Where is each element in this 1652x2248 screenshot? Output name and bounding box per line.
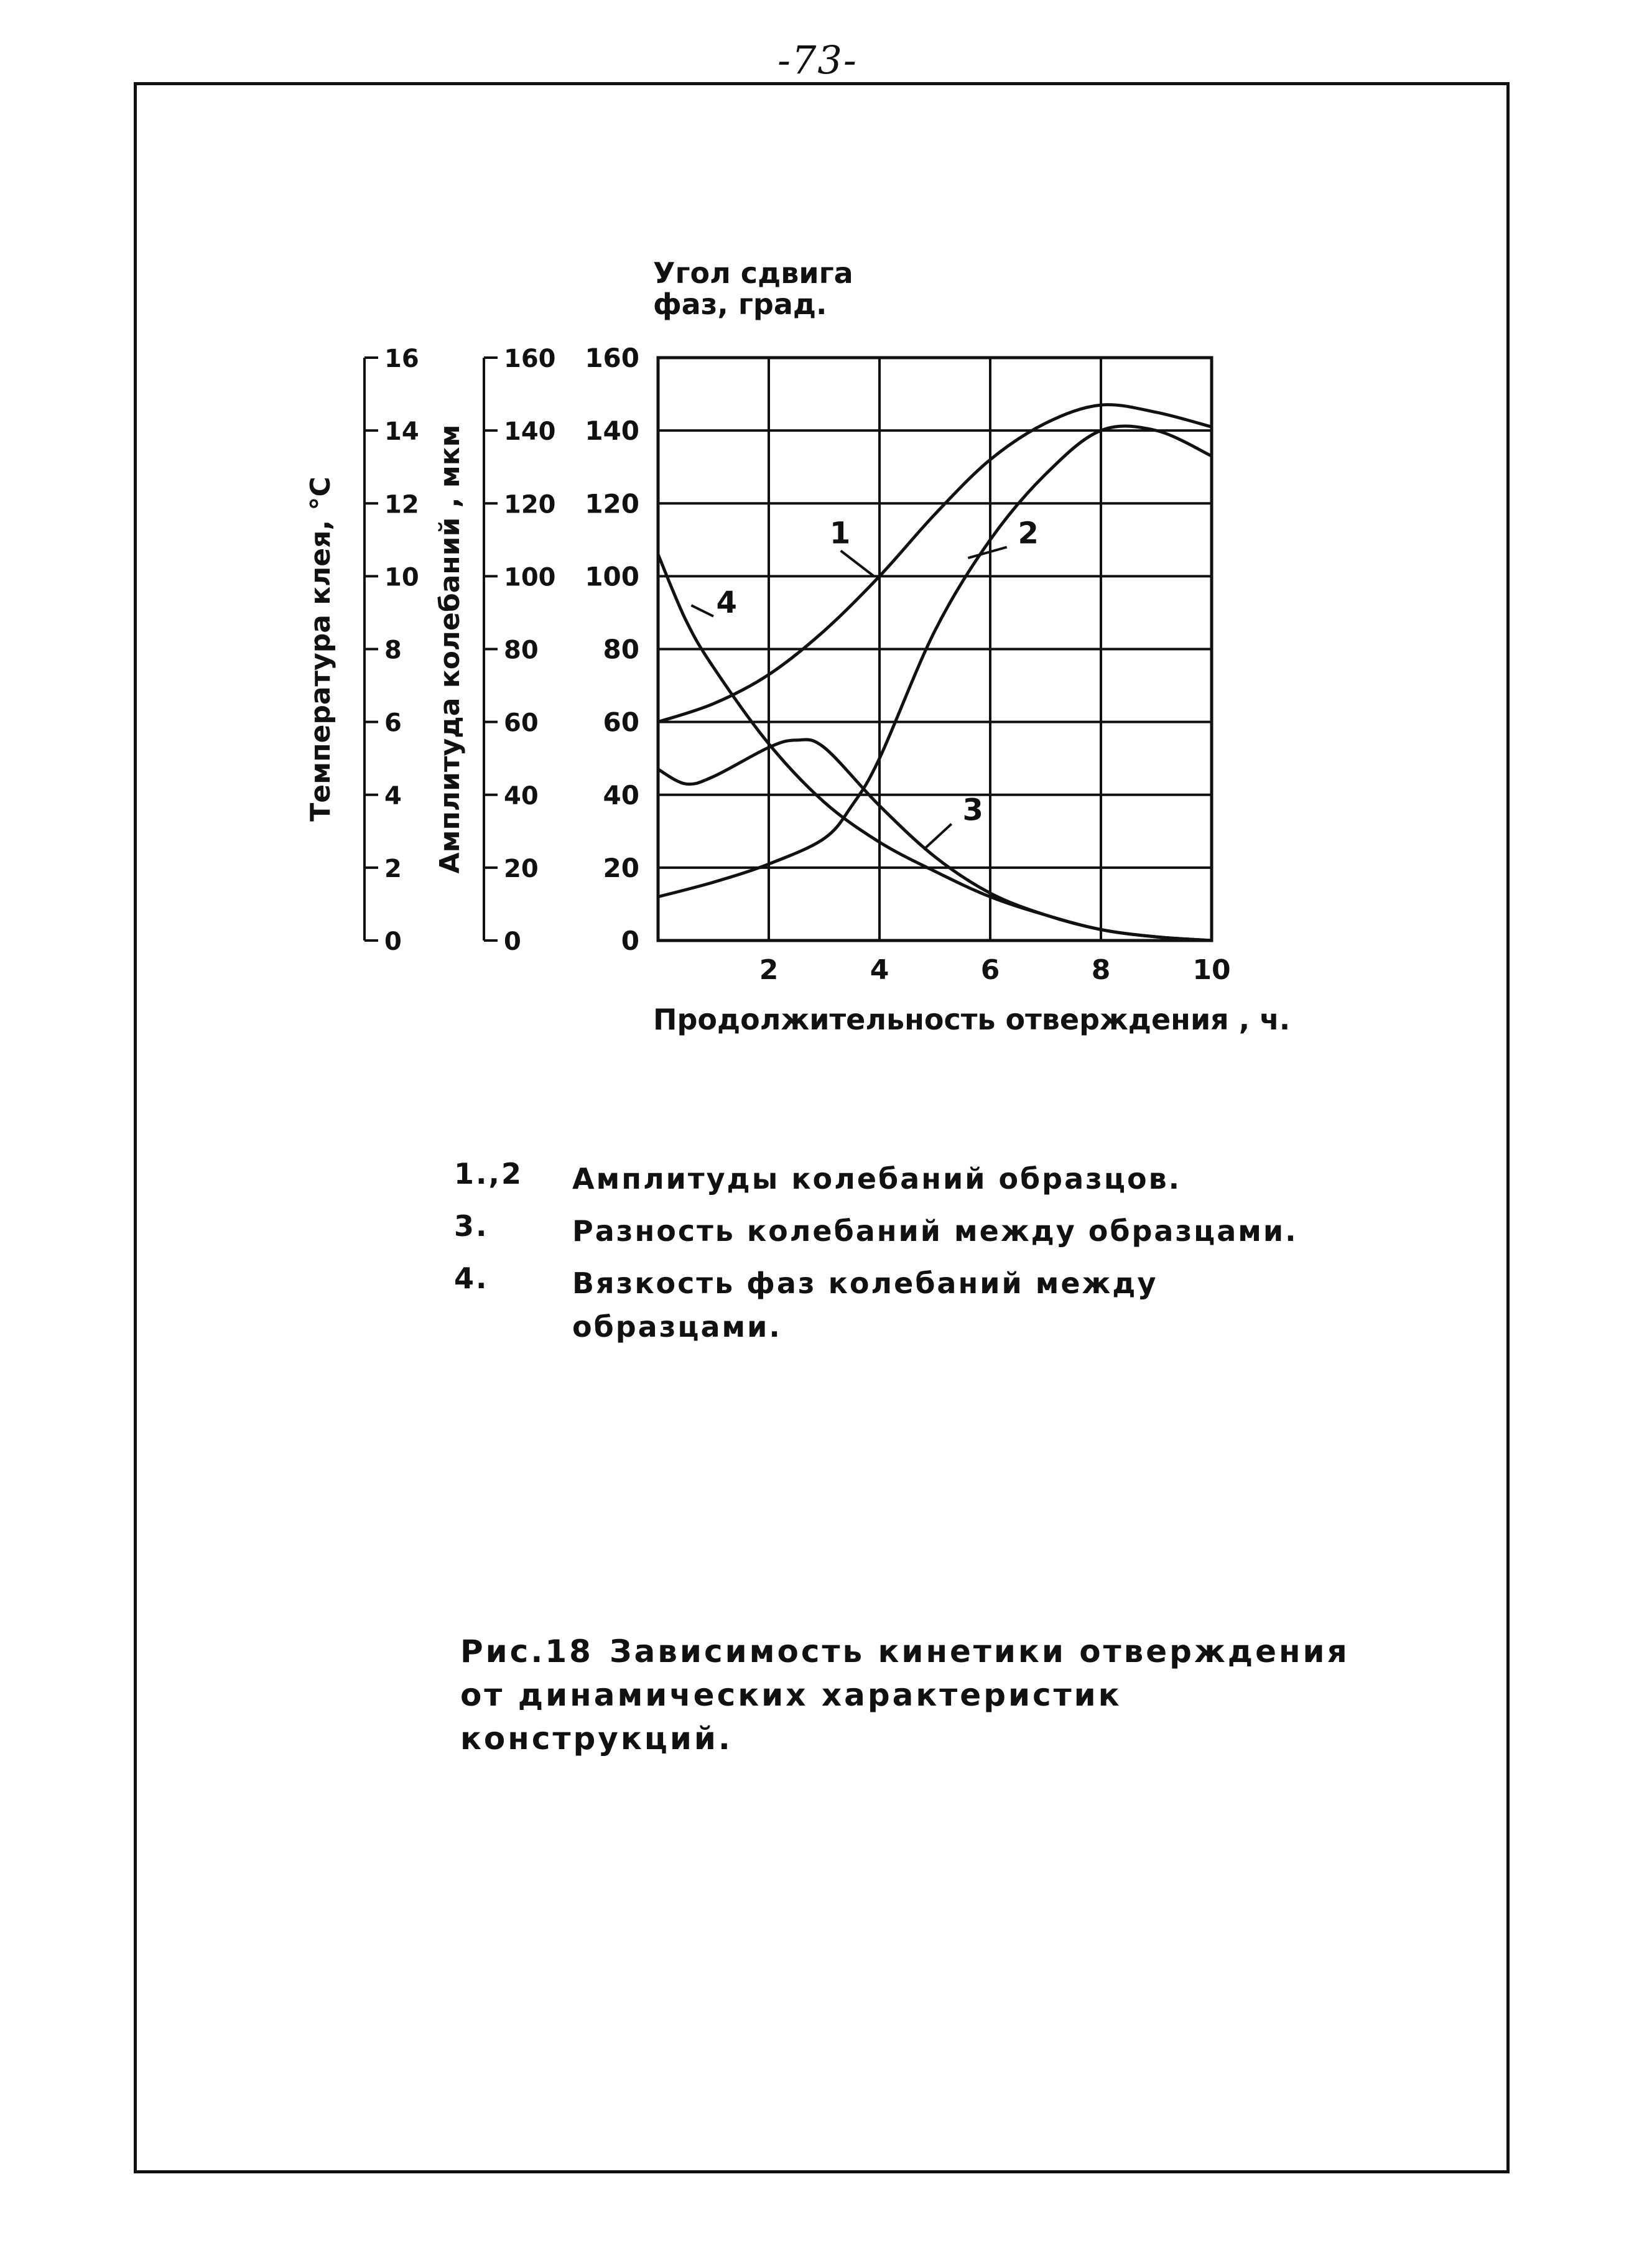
series-callout-leader [968, 547, 1006, 559]
y-tick-label: 160 [585, 343, 639, 373]
secondary-axis-tick-label: 140 [504, 417, 556, 447]
secondary-axis-tick-label: 4 [384, 781, 402, 810]
secondary-axis-tick-label: 80 [504, 636, 539, 665]
y-tick-label: 20 [603, 852, 639, 883]
secondary-axis-tick-label: 0 [504, 927, 521, 956]
y-tick-label: 120 [585, 488, 639, 519]
x-tick-label: 10 [1192, 954, 1231, 986]
secondary-axis-tick-label: 6 [384, 708, 402, 738]
x-tick-label: 6 [980, 954, 1000, 986]
legend-item [454, 1157, 1319, 1201]
x-tick-label: 8 [1091, 954, 1111, 986]
series-callout-leader [691, 605, 713, 616]
series-label-2: 2 [1018, 516, 1039, 551]
legend-item [454, 1209, 1319, 1253]
plot-root [305, 343, 1231, 986]
legend-text: Вязкость фаз колебаний между образцами. [572, 1266, 1158, 1344]
x-axis-label: Продолжительность отверждения , ч. [653, 1003, 1291, 1036]
secondary-axis-label: Амплитуда колебаний , мкм [434, 424, 466, 874]
y-tick-label: 60 [603, 707, 639, 738]
series-line-4 [658, 554, 1212, 941]
legend-number: 3. [454, 1209, 489, 1243]
y-axis-title-line-1: Угол сдвига [653, 256, 853, 290]
series-label-4: 4 [716, 585, 737, 620]
y-tick-label: 80 [603, 634, 639, 665]
series-callout-leader [841, 550, 874, 576]
secondary-axis-tick-label: 120 [504, 490, 556, 519]
series-label-3: 3 [962, 792, 983, 828]
secondary-axis-label: Температура клея, °С [305, 476, 336, 822]
caption-label: Рис.18 [460, 1633, 593, 1670]
y-tick-label: 40 [603, 779, 639, 810]
legend-item [454, 1261, 1319, 1349]
secondary-axis-tick-label: 20 [504, 854, 539, 883]
y-tick-label: 140 [585, 416, 639, 447]
secondary-axis-tick-label: 16 [384, 345, 419, 373]
page-number: -73- [777, 37, 858, 83]
secondary-axis-tick-label: 14 [384, 417, 419, 447]
legend-number: 4. [454, 1261, 489, 1295]
legend-text: Разность колебаний между образцами. [572, 1214, 1298, 1248]
figure-caption [460, 1630, 1393, 1760]
series-label-1: 1 [829, 516, 851, 551]
secondary-axis-tick-label: 2 [384, 854, 402, 883]
series-line-1 [658, 405, 1212, 722]
caption-text: Зависимость кинетики отверждения от динамических характеристик конструкций. [460, 1633, 1350, 1757]
series-line-2 [658, 426, 1212, 897]
legend-text: Амплитуды колебаний образцов. [572, 1162, 1182, 1196]
legend-number: 1.,2 [454, 1157, 523, 1191]
series-callout-leader [924, 824, 952, 850]
secondary-axis-tick-label: 10 [384, 563, 419, 592]
x-tick-label: 4 [870, 954, 889, 986]
secondary-axis-tick-label: 160 [504, 345, 556, 373]
y-axis-title-line-2: фаз, град. [653, 287, 827, 321]
legend [454, 1157, 1319, 1357]
x-tick-label: 2 [759, 954, 779, 986]
y-axis-title [653, 256, 853, 321]
chart [0, 0, 1652, 1089]
secondary-axis-tick-label: 40 [504, 781, 539, 810]
secondary-axis-tick-label: 8 [384, 636, 402, 665]
y-tick-label: 0 [621, 926, 639, 956]
secondary-axis-tick-label: 100 [504, 563, 556, 592]
secondary-axis-tick-label: 60 [504, 708, 539, 738]
y-tick-label: 100 [585, 561, 639, 592]
secondary-axis-tick-label: 12 [384, 490, 419, 519]
secondary-axis-tick-label: 0 [384, 927, 402, 956]
